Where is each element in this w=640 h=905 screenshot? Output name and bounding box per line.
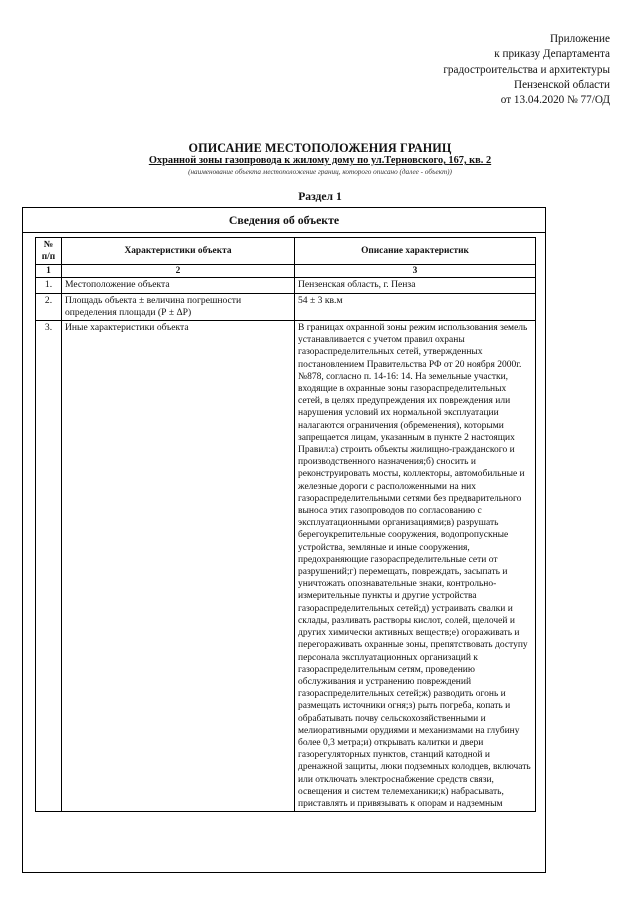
table-header-row (36, 238, 536, 265)
row-number: 2. (36, 293, 62, 320)
section-title: Раздел 1 (298, 190, 342, 203)
header-cell-number: № п/п (36, 238, 62, 265)
table-row (36, 321, 536, 812)
object-table (35, 237, 536, 812)
table-row (36, 278, 536, 293)
object-info-frame (22, 207, 546, 873)
row-number: 1. (36, 278, 62, 293)
row-characteristic: Иные характеристики объекта (62, 321, 295, 812)
column-number-row (36, 265, 536, 278)
appendix-block (350, 32, 610, 108)
column-number: 2 (62, 265, 295, 278)
row-characteristic: Площадь объекта ± величина погрешности определения площади (Р ± ΔР) (62, 293, 295, 320)
appendix-line: к приказу Департамента (494, 48, 610, 61)
row-description: 54 ± 3 кв.м (295, 293, 536, 320)
header-cell-description: Описание характеристик (295, 238, 536, 265)
appendix-line: от 13.04.2020 № 77/ОД (500, 94, 610, 107)
appendix-line: градостроительства и архитектуры (443, 63, 610, 76)
document-title: ОПИСАНИЕ МЕСТОПОЛОЖЕНИЯ ГРАНИЦ (188, 141, 452, 155)
row-number: 3. (36, 321, 62, 812)
row-characteristic: Местоположение объекта (62, 278, 295, 293)
row-description: Пензенская область, г. Пенза (295, 278, 536, 293)
document-subtitle (0, 155, 640, 166)
subtitle-hint: (наименование объекта местоположение границ, которого описано (далее - объект)) (188, 168, 452, 176)
column-number: 1 (36, 265, 62, 278)
header-cell-characteristic: Характеристики объекта (62, 238, 295, 265)
appendix-line: Приложение (549, 33, 610, 45)
row-description: В границах охранной зоны режим использования земель устанавливается с учетом правил охраны газораспределительных сетей, утвержденных постановлением Правительства РФ от 20 ноября 2000г. №878, согласно п. 14-16: 14. На земельные участки, входящие в охранные зоны газораспределительных сетей, в целях предупреждения их повреждения или нарушения условий их нормальной эксплуатации налагаются ограничения (обременения), которыми запрещается лицам, указанным в пункте 2 настоящих Правил:а) строить объекты жилищно-гражданского и производственного назначения;б) сносить и реконструировать мосты, коллекторы, автомобильные и железные дороги с расположенными на них газораспределительными сетями без предварительного выноса этих газопроводов по согласованию с эксплуатационными организациями;в) разрушать берегоукрепительные сооружения, водопропускные устройства, земляные и иные сооружения, предохраняющие газораспределительные сети от разрушений;г) перемещать, повреждать, засыпать и уничтожать опознавательные знаки, контрольно-измерительные пункты и другие устройства газораспределительных сетей;д) устраивать свалки и склады, разливать растворы кислот, солей, щелочей и других химически активных веществ;е) огораживать и перегораживать охранные зоны, препятствовать доступу персонала эксплуатационных организаций к газораспределительным сетям, проведению обслуживания и устранению повреждений газораспределительных сетей;ж) разводить огонь и размещать источники огня;з) рыть погреба, копать и обрабатывать почву сельскохозяйственными и мелиоративными орудиями и механизмами на глубину более 0,3 метра;и) открывать калитки и двери газорегуляторных пунктов, станций катодной и дренажной защиты, люки подземных колодцев, включать или отключать электроснабжение средств связи, освещения и систем телемеханики;к) набрасывать, приставлять и привязывать к опорам и надземным (295, 321, 536, 812)
subtitle-text: Охранной зоны газопровода к жилому дому по ул.Терновского, 167, кв. 2 (148, 155, 492, 166)
table-row (36, 293, 536, 320)
column-number: 3 (295, 265, 536, 278)
table-caption: Сведения об объекте (23, 208, 545, 233)
appendix-line: Пензенской области (513, 78, 610, 91)
